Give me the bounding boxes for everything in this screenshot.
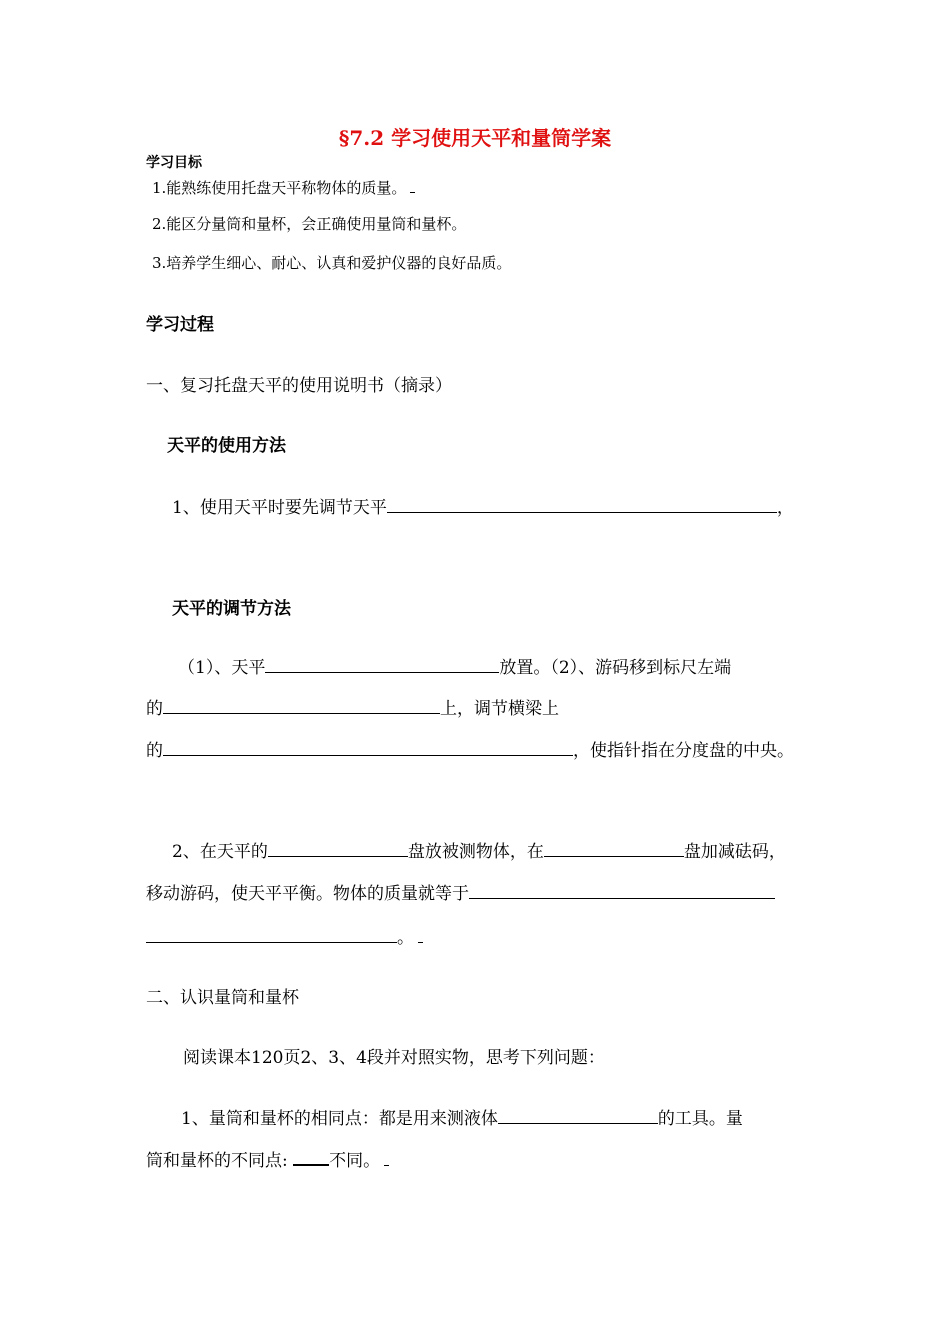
reading-instruction: 阅读课本120页2、3、4段并对照实物，思考下列问题： xyxy=(183,1048,605,1068)
part2-question-1: 1、量筒和量杯的相同点：都是用来测液体 的工具。量 xyxy=(181,1104,743,1129)
process-heading: 学习过程 xyxy=(146,315,214,335)
answer-blank[interactable] xyxy=(268,838,408,857)
usage-heading: 天平的使用方法 xyxy=(167,436,286,456)
objective-item-2: 2.能区分量筒和量杯，会正确使用量筒和量杯。 xyxy=(152,215,467,233)
part2-heading: 二、认识量筒和量杯 xyxy=(146,988,299,1008)
paragraph-mark xyxy=(418,927,423,943)
answer-blank[interactable] xyxy=(293,1146,329,1166)
answer-blank[interactable] xyxy=(265,654,499,673)
answer-blank[interactable] xyxy=(544,838,684,857)
adjust-line-3: 的 ，使指针指在分度盘的中央。 xyxy=(146,736,794,761)
part1-heading: 一、复习托盘天平的使用说明书（摘录） xyxy=(146,376,452,396)
paragraph-mark xyxy=(410,179,415,194)
answer-blank[interactable] xyxy=(163,737,573,756)
usage-question-1: 1、使用天平时要先调节天平 ， xyxy=(172,493,794,518)
objective-item-3: 3.培养学生细心、耐心、认真和爱护仪器的良好品质。 xyxy=(152,254,512,272)
objective-item-1: 1.能熟练使用托盘天平称物体的质量。 xyxy=(152,177,415,198)
question-2-line-2: 移动游码，使天平平衡。物体的质量就等于 xyxy=(146,879,775,904)
answer-blank[interactable] xyxy=(387,494,777,513)
answer-blank[interactable] xyxy=(498,1105,658,1124)
adjust-line-2: 的 上，调节横梁上 xyxy=(146,694,559,719)
question-2-line-3: 。 xyxy=(146,923,423,948)
adjust-heading: 天平的调节方法 xyxy=(172,599,291,619)
answer-blank[interactable] xyxy=(163,695,440,714)
part2-question-1-line-2: 筒和量杯的不同点: 不同。 xyxy=(146,1146,389,1171)
question-2-line-1: 2、在天平的 盘放被测物体，在 盘加减砝码， xyxy=(172,837,786,862)
answer-blank[interactable] xyxy=(469,880,775,899)
adjust-line-1: （1）、天平 放置。（2）、游码移到标尺左端 xyxy=(178,653,731,678)
objectives-heading: 学习目标 xyxy=(146,155,202,171)
answer-blank[interactable] xyxy=(146,924,397,943)
paragraph-mark xyxy=(384,1150,389,1166)
page-title: §7.2 学习使用天平和量筒学案 xyxy=(338,126,612,150)
